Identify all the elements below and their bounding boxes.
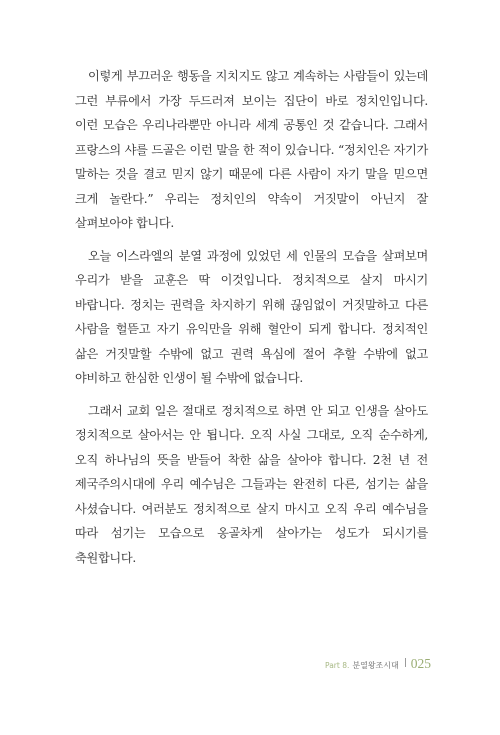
body-paragraph-2: 오늘 이스라엘의 분열 과정에 있었던 세 인물의 모습을 살펴보며 우리가 받을 교훈은 딱 이것입니다. 정치적으로 살지 마시기 바랍니다. 정치는 권력을 차지하기 위해 끊임없이 거짓말하고 다른 사람을 헐뜯고 자기 유익만을 위해 혈안이 되게 합니다. 정치적인 삶은 거짓말할 수밖에 없고 권력 욕심에 절어 추할 수밖에 없고 야비하고 한심한 인생이 될 수밖에 없습니다. [75, 248, 428, 385]
page-number: 025 [410, 656, 431, 671]
body-paragraph-1: 이렇게 부끄러운 행동을 지치지도 않고 계속하는 사람들이 있는데 그런 부류에서 가장 두드러져 보이는 집단이 바로 정치인입니다. 이런 모습은 우리나라뿐만 아니라 세계 공통인 것 같습니다. 그래서 프랑스의 샤를 드골은 이런 말을 한 적이 있습니다. “정치인은 자기가 말하는 것을 결코 믿지 않기 때문에 다른 사람이 자기 말을 믿으면 크게 놀란다.” 우리는 정치인의 약속이 거짓말이 아닌지 잘 살펴보아야 합니다. [75, 69, 428, 230]
page-body [75, 64, 428, 578]
body-paragraph-3: 그래서 교회 일은 절대로 정치적으로 하면 안 되고 인생을 살아도 정치적으로 살아서는 안 됩니다. 오직 사실 그대로, 오직 순수하게, 오직 하나님의 뜻을 받들어 착한 삶을 살아야 합니다. 2천 년 전 제국주의시대에 우리 예수님은 그들과는 완전히 다른, 섬기는 삶을 사셨습니다. 여러분도 정치적으로 살지 마시고 오직 우리 예수님을 따라 섬기는 모습으로 옹골차게 살아가는 성도가 되시기를 축원합니다. [75, 403, 428, 565]
page-footer [325, 656, 431, 672]
footer-divider [405, 658, 406, 667]
chapter-title: 분열왕조시대 [352, 661, 399, 670]
part-label: Part 8. [325, 661, 350, 670]
